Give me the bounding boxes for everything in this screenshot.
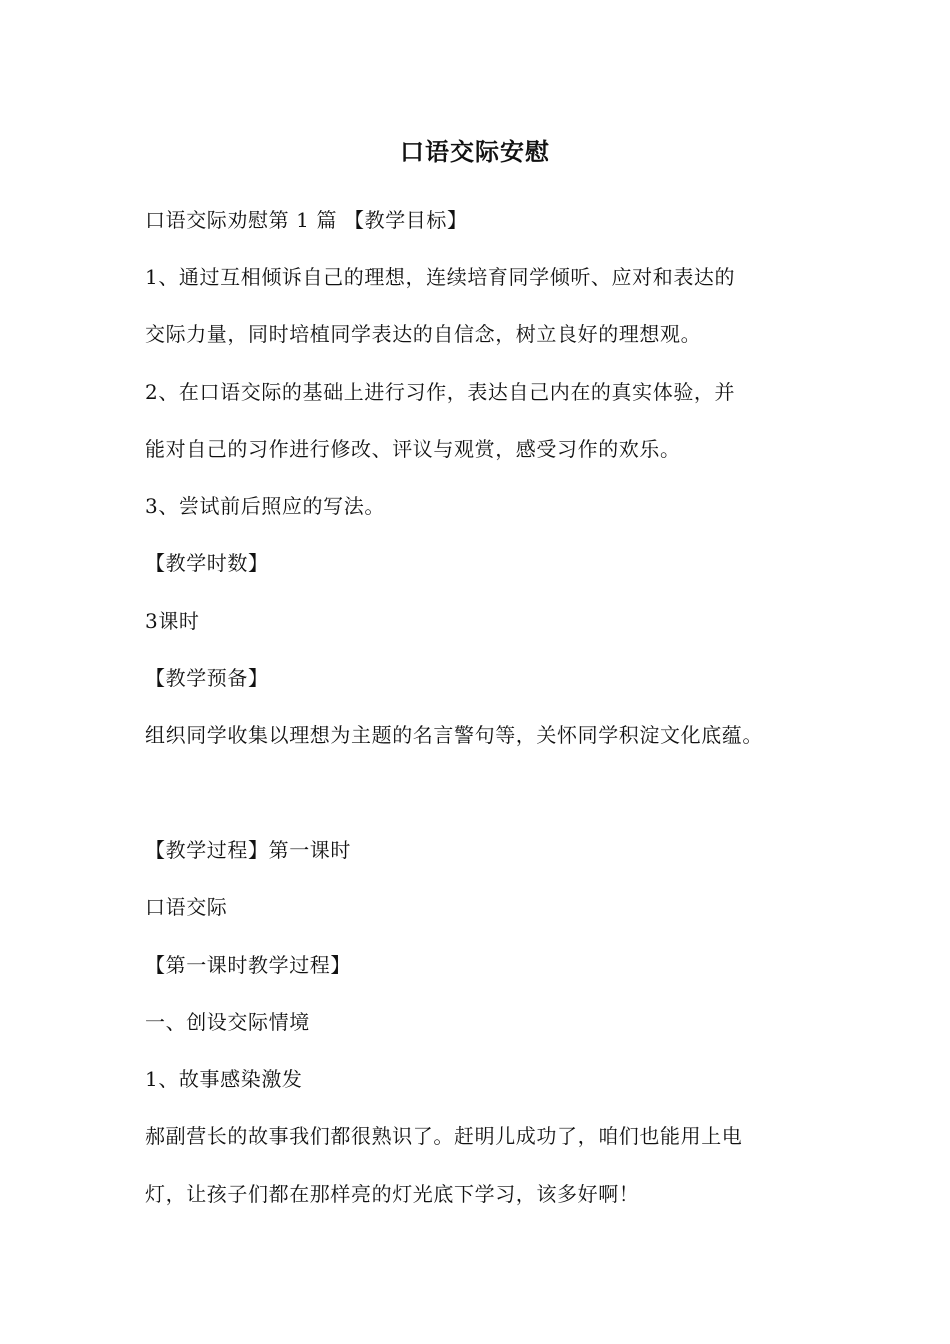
section-heading: 【第一课时教学过程】 [145, 953, 351, 977]
paragraph-line: 一、创设交际情境 [145, 1010, 310, 1034]
paragraph-line: 口语交际 [145, 895, 228, 919]
paragraph-line: 1、通过互相倾诉自己的理想，连续培育同学倾听、应对和表达的 [145, 265, 736, 289]
section-heading: 【教学时数】 [145, 551, 269, 575]
paragraph-line: 郝副营长的故事我们都很熟识了。赶明儿成功了，咱们也能用上电 [145, 1124, 743, 1148]
document-title: 口语交际安慰 [400, 137, 550, 166]
section-heading: 【教学过程】第一课时 [145, 838, 351, 862]
paragraph-line: 3课时 [145, 609, 200, 633]
paragraph-line: 能对自己的习作进行修改、评议与观赏，感受习作的欢乐。 [145, 437, 681, 461]
paragraph-line: 1、故事感染激发 [145, 1067, 303, 1091]
paragraph-line: 灯，让孩子们都在那样亮的灯光底下学习，该多好啊！ [145, 1182, 640, 1206]
paragraph-line: 3、尝试前后照应的写法。 [145, 494, 385, 518]
paragraph-line: 交际力量，同时培植同学表达的自信念，树立良好的理想观。 [145, 322, 702, 346]
section-heading: 【教学预备】 [145, 666, 269, 690]
paragraph-line: 口语交际劝慰第 1 篇 【教学目标】 [145, 208, 468, 232]
paragraph-line: 组织同学收集以理想为主题的名言警句等，关怀同学积淀文化底蕴。 [145, 723, 763, 747]
paragraph-line: 2、在口语交际的基础上进行习作，表达自己内在的真实体验，并 [145, 380, 736, 404]
